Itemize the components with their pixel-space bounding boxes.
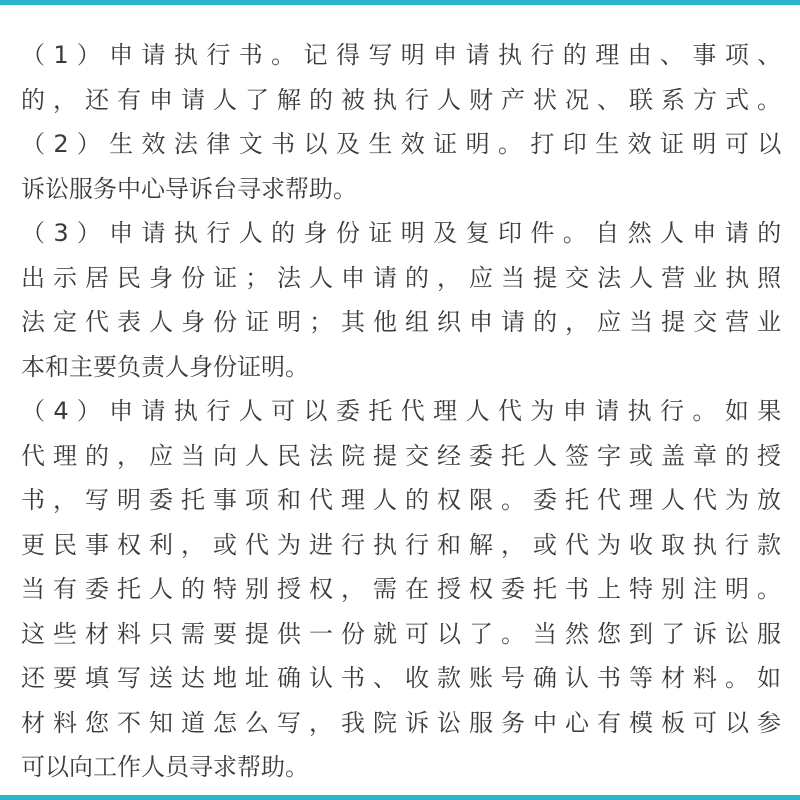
text-line: 本和主要负责人身份证明。	[21, 352, 309, 381]
text-line: 这 些 材 料 只 需 要 提 供 一 份 就 可 以 了 。 当 然 您 到 了 诉 讼 服	[21, 619, 781, 648]
text-line: （ 4 ） 申 请 执 行 人 可 以 委 托 代 理 人 代 为 申 请 执 行 。 如 果	[21, 397, 781, 425]
text-line: 还 要 填 写 送 达 地 址 确 认 书 、 收 款 账 号 确 认 书 等 材 料 。 如	[21, 664, 781, 692]
bottom-divider	[0, 795, 800, 800]
text-line: 诉讼服务中心导诉台寻求帮助。	[21, 174, 357, 203]
text-line: 可以向工作人员寻求帮助。	[21, 753, 309, 781]
document-text	[21, 33, 781, 790]
text-line: 出 示 居 民 身 份 证 ； 法 人 申 请 的 ， 应 当 提 交 法 人 营 业 执 照	[21, 263, 781, 292]
text-line: 的 ， 还 有 申 请 人 了 解 的 被 执 行 人 财 产 状 况 、 联 系 方 式 。	[21, 85, 781, 114]
text-line: 书 ， 写 明 委 托 事 项 和 代 理 人 的 权 限 。 委 托 代 理 人 代 为 放	[21, 486, 781, 514]
text-line: 更 民 事 权 利 ， 或 代 为 进 行 执 行 和 解 ， 或 代 为 收 取 执 行 款	[21, 530, 781, 559]
text-line: （ 3 ） 申 请 执 行 人 的 身 份 证 明 及 复 印 件 。 自 然 人 申 请 的	[21, 219, 781, 247]
text-line: （ 2 ） 生 效 法 律 文 书 以 及 生 效 证 明 。 打 印 生 效 证 明 可 以	[21, 130, 781, 158]
text-line: 当 有 委 托 人 的 特 别 授 权 ， 需 在 授 权 委 托 书 上 特 别 注 明 。	[21, 575, 781, 603]
text-line: 代 理 的 ， 应 当 向 人 民 法 院 提 交 经 委 托 人 签 字 或 盖 章 的 授	[21, 441, 781, 470]
text-line: （ 1 ） 申 请 执 行 书 。 记 得 写 明 申 请 执 行 的 理 由 、 事 项 、	[21, 41, 781, 69]
text-line: 法 定 代 表 人 身 份 证 明 ； 其 他 组 织 申 请 的 ， 应 当 提 交 营 业	[21, 308, 781, 336]
text-line: 材 料 您 不 知 道 怎 么 写 ， 我 院 诉 讼 服 务 中 心 有 模 板 可 以 参	[21, 708, 781, 737]
top-divider	[0, 0, 800, 5]
